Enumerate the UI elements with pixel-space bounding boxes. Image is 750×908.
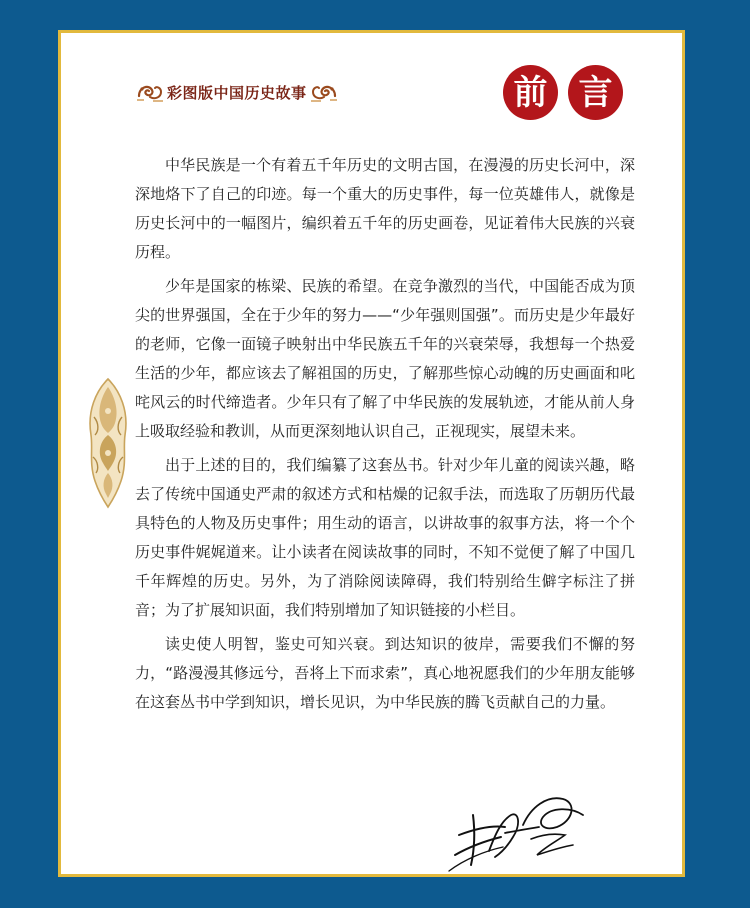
dragon-ornament-icon <box>136 81 164 103</box>
floral-ornament-icon <box>85 377 131 513</box>
dragon-ornament-icon <box>310 81 338 103</box>
page-title <box>503 65 623 120</box>
preface-body <box>135 151 635 722</box>
handwritten-signature <box>445 785 595 877</box>
series-header <box>136 81 338 103</box>
paragraph: 出于上述的目的，我们编纂了这套丛书。针对少年儿童的阅读兴趣，略去了传统中国通史严肃的叙述方式和枯燥的记叙手法，而选取了历朝历代最具特色的人物及历史事件；用生动的语言，以讲故事的叙事方法，将一个个历史事件娓娓道来。让小读者在阅读故事的同时，不知不觉便了解了中国几千年辉煌的历史。另外，为了消除阅读障碍，我们特别给生僻字标注了拼音；为了扩展知识面，我们特别增加了知识链接的小栏目。 <box>135 456 635 619</box>
title-char-2: 言 <box>568 65 623 120</box>
series-title: 彩图版中国历史故事 <box>167 83 307 102</box>
preface-page <box>58 30 685 877</box>
paragraph: 少年是国家的栋梁、民族的希望。在竞争激烈的当代，中国能否成为顶尖的世界强国，全在于少年的努力——“少年强则国强”。而历史是少年最好的老师，它像一面镜子映射出中华民族五千年的兴衰荣辱，我想每一个热爱生活的少年，都应该去了解祖国的历史，了解那些惊心动魄的历史画面和叱咤风云的时代缔造者。少年只有了解了中华民族的发展轨迹，才能从前人身上吸取经验和教训，从而更深刻地认识自己，正视现实，展望未来。 <box>135 277 635 440</box>
paragraph: 读史使人明智，鉴史可知兴衰。到达知识的彼岸，需要我们不懈的努力，“路漫漫其修远兮，吾将上下而求索”，真心地祝愿我们的少年朋友能够在这套丛书中学到知识，增长见识，为中华民族的腾飞贡献自己的力量。 <box>135 635 635 711</box>
title-char-1: 前 <box>503 65 558 120</box>
paragraph: 中华民族是一个有着五千年历史的文明古国，在漫漫的历史长河中，深深地烙下了自己的印迹。每一个重大的历史事件，每一位英雄伟人，就像是历史长河中的一幅图片，编织着五千年的历史画卷，见证着伟大民族的兴衰历程。 <box>135 156 635 261</box>
